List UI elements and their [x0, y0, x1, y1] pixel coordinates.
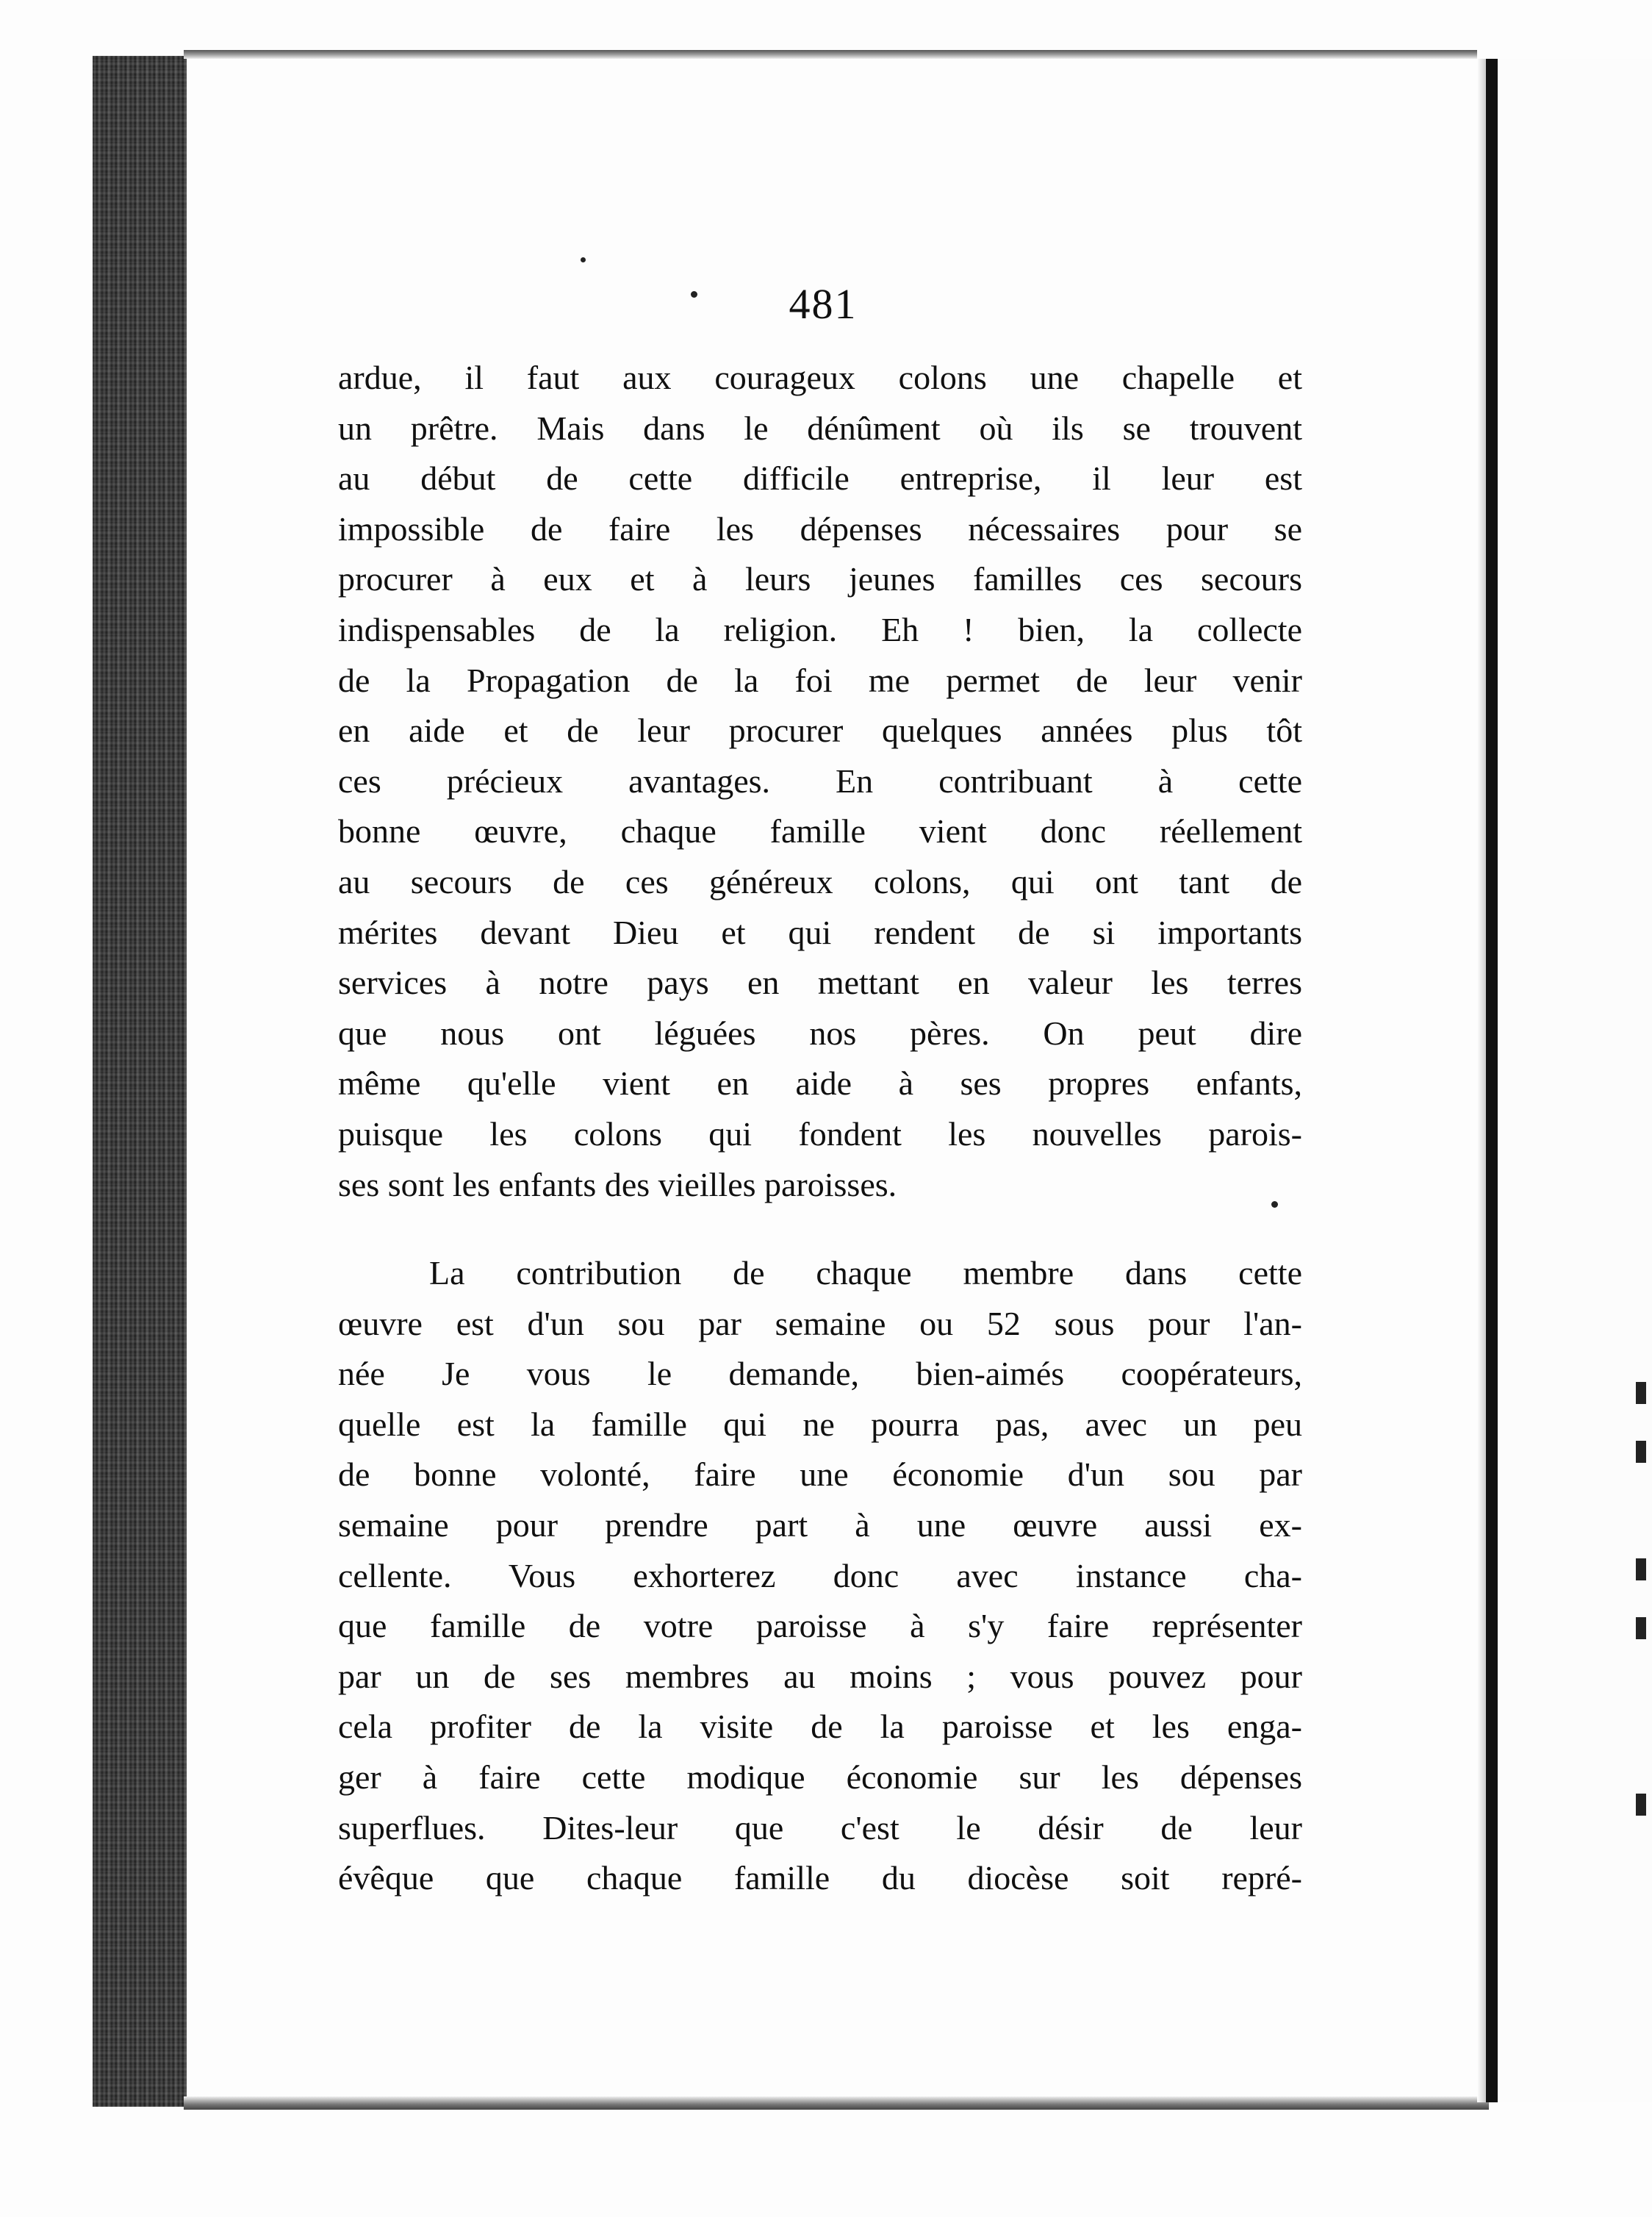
text-line: impossible de faire les dépenses nécessaires pour se — [338, 509, 1302, 548]
text-line: services à notre pays en mettant en valeur les terres — [338, 964, 1302, 1002]
text-line: procurer à eux et à leurs jeunes familles ces secours — [338, 560, 1302, 598]
facing-page-glyph — [1636, 1441, 1646, 1463]
text-line: de la Propagation de la foi me permet de leur venir — [338, 661, 1302, 699]
gutter-line — [1486, 59, 1498, 2102]
text-line: œuvre est d'un sou par semaine ou 52 sous pour l'an- — [338, 1304, 1302, 1342]
binding-texture — [93, 56, 187, 2107]
text-line: ses sont les enfants des vieilles paroisses. — [338, 1165, 897, 1203]
body-text — [338, 353, 1302, 1904]
text-line: née Je vous le demande, bien-aimés coopérateurs, — [338, 1355, 1302, 1393]
scan-speck — [691, 291, 697, 298]
facing-page-glyph — [1636, 1558, 1646, 1580]
text-line: ardue, il faut aux courageux colons une chapelle et — [338, 359, 1302, 396]
text-line: cellente. Vous exhorterez donc avec instance cha- — [338, 1556, 1302, 1594]
text-line: puisque les colons qui fondent les nouvelles parois- — [338, 1114, 1302, 1153]
text-line: que famille de votre paroisse à s'y faire représenter — [338, 1607, 1302, 1645]
text-line: que nous ont léguées nos pères. On peut dire — [338, 1014, 1302, 1052]
text-line: ger à faire cette modique économie sur les dépenses — [338, 1758, 1302, 1797]
text-line: même qu'elle vient en aide à ses propres enfants, — [338, 1064, 1302, 1103]
text-line: en aide et de leur procurer quelques années plus tôt — [338, 712, 1302, 750]
paragraph-1 — [338, 353, 1302, 1210]
text-line: au secours de ces généreux colons, qui ont tant de — [338, 862, 1302, 900]
gutter-shadow — [1477, 59, 1486, 2102]
text-line: de bonne volonté, faire une économie d'un sou par — [338, 1455, 1302, 1494]
text-line: indispensables de la religion. Eh ! bien, la collecte — [338, 610, 1302, 648]
text-line: évêque que chaque famille du diocèse soit repré- — [338, 1859, 1302, 1897]
page-top-edge — [184, 50, 1477, 59]
text-line: superflues. Dites-leur que c'est le désir de leur — [338, 1808, 1302, 1847]
facing-page-edge — [1498, 59, 1652, 2102]
scan-speck — [581, 257, 586, 262]
text-line: un prêtre. Mais dans le dénûment où ils se trouvent — [338, 409, 1302, 447]
text-line: cela profiter de la visite de la paroisse et les enga- — [338, 1708, 1302, 1746]
text-line: au début de cette difficile entreprise, il leur est — [338, 459, 1302, 498]
page-bottom-edge — [184, 2096, 1489, 2110]
text-line: par un de ses membres au moins ; vous pouvez pour — [338, 1657, 1302, 1695]
text-line: mérites devant Dieu et qui rendent de si importants — [338, 913, 1302, 951]
paragraph-2 — [338, 1248, 1302, 1904]
text-line: ces précieux avantages. En contribuant à cette — [338, 762, 1302, 800]
text-line: semaine pour prendre part à une œuvre aussi ex- — [338, 1506, 1302, 1544]
text-line: La contribution de chaque membre dans cette — [429, 1254, 1302, 1292]
facing-page-glyph — [1636, 1617, 1646, 1639]
facing-page-glyph — [1636, 1794, 1646, 1816]
page-number: 481 — [789, 280, 858, 328]
text-line: bonne œuvre, chaque famille vient donc réellement — [338, 812, 1302, 850]
text-line: quelle est la famille qui ne pourra pas, avec un peu — [338, 1405, 1302, 1443]
facing-page-glyph — [1636, 1382, 1646, 1404]
